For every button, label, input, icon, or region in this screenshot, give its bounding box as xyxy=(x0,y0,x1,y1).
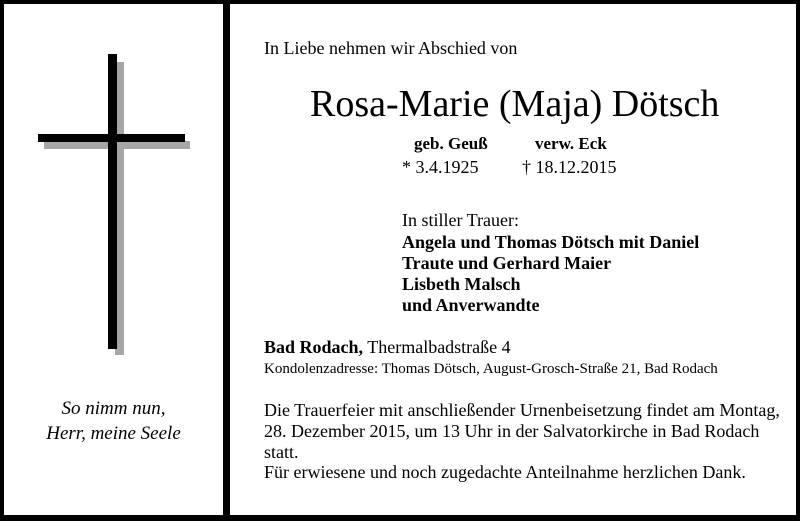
address-city: Bad Rodach, xyxy=(264,337,364,357)
funeral-line: 28. Dezember 2015, um 13 Uhr in der Salvatorkirche in Bad Rodach xyxy=(264,421,760,441)
address-street: Thermalbadstraße 4 xyxy=(367,337,511,357)
funeral-notice xyxy=(264,400,784,463)
condolence-address: Kondolenzadresse: Thomas Dötsch, August-Grosch-Straße 21, Bad Rodach xyxy=(264,361,718,377)
mourner-name: Angela und Thomas Dötsch mit Daniel xyxy=(402,232,700,252)
motto-line: Herr, meine Seele xyxy=(46,423,181,444)
cross-shadow-horizontal xyxy=(44,141,190,149)
mourners-intro: In stiller Trauer: xyxy=(402,210,519,230)
death-date: † 18.12.2015 xyxy=(522,157,617,177)
mourner-name: Traute und Gerhard Maier xyxy=(402,253,612,273)
cross-horizontal-bar xyxy=(38,134,185,142)
motto xyxy=(4,396,223,446)
funeral-line: statt. xyxy=(264,442,299,462)
cross-vertical-bar xyxy=(108,54,117,349)
funeral-line: Die Trauerfeier mit anschließender Urnenbeisetzung findet am Montag, xyxy=(264,400,780,420)
mourner-name: Lisbeth Malsch xyxy=(402,274,521,294)
intro-text: In Liebe nehmen wir Abschied von xyxy=(264,38,518,58)
address xyxy=(264,337,511,358)
motto-line: So nimm nun, xyxy=(61,398,166,419)
birth-name: geb. Geuß xyxy=(414,134,488,153)
widowed-name: verw. Eck xyxy=(535,134,607,153)
thanks-text: Für erwiesene und noch zugedachte Anteilnahme herzlichen Dank. xyxy=(264,462,746,482)
deceased-name: Rosa-Marie (Maja) Dötsch xyxy=(310,83,720,125)
mourner-name: und Anverwandte xyxy=(402,295,540,315)
birth-date: * 3.4.1925 xyxy=(402,157,479,177)
